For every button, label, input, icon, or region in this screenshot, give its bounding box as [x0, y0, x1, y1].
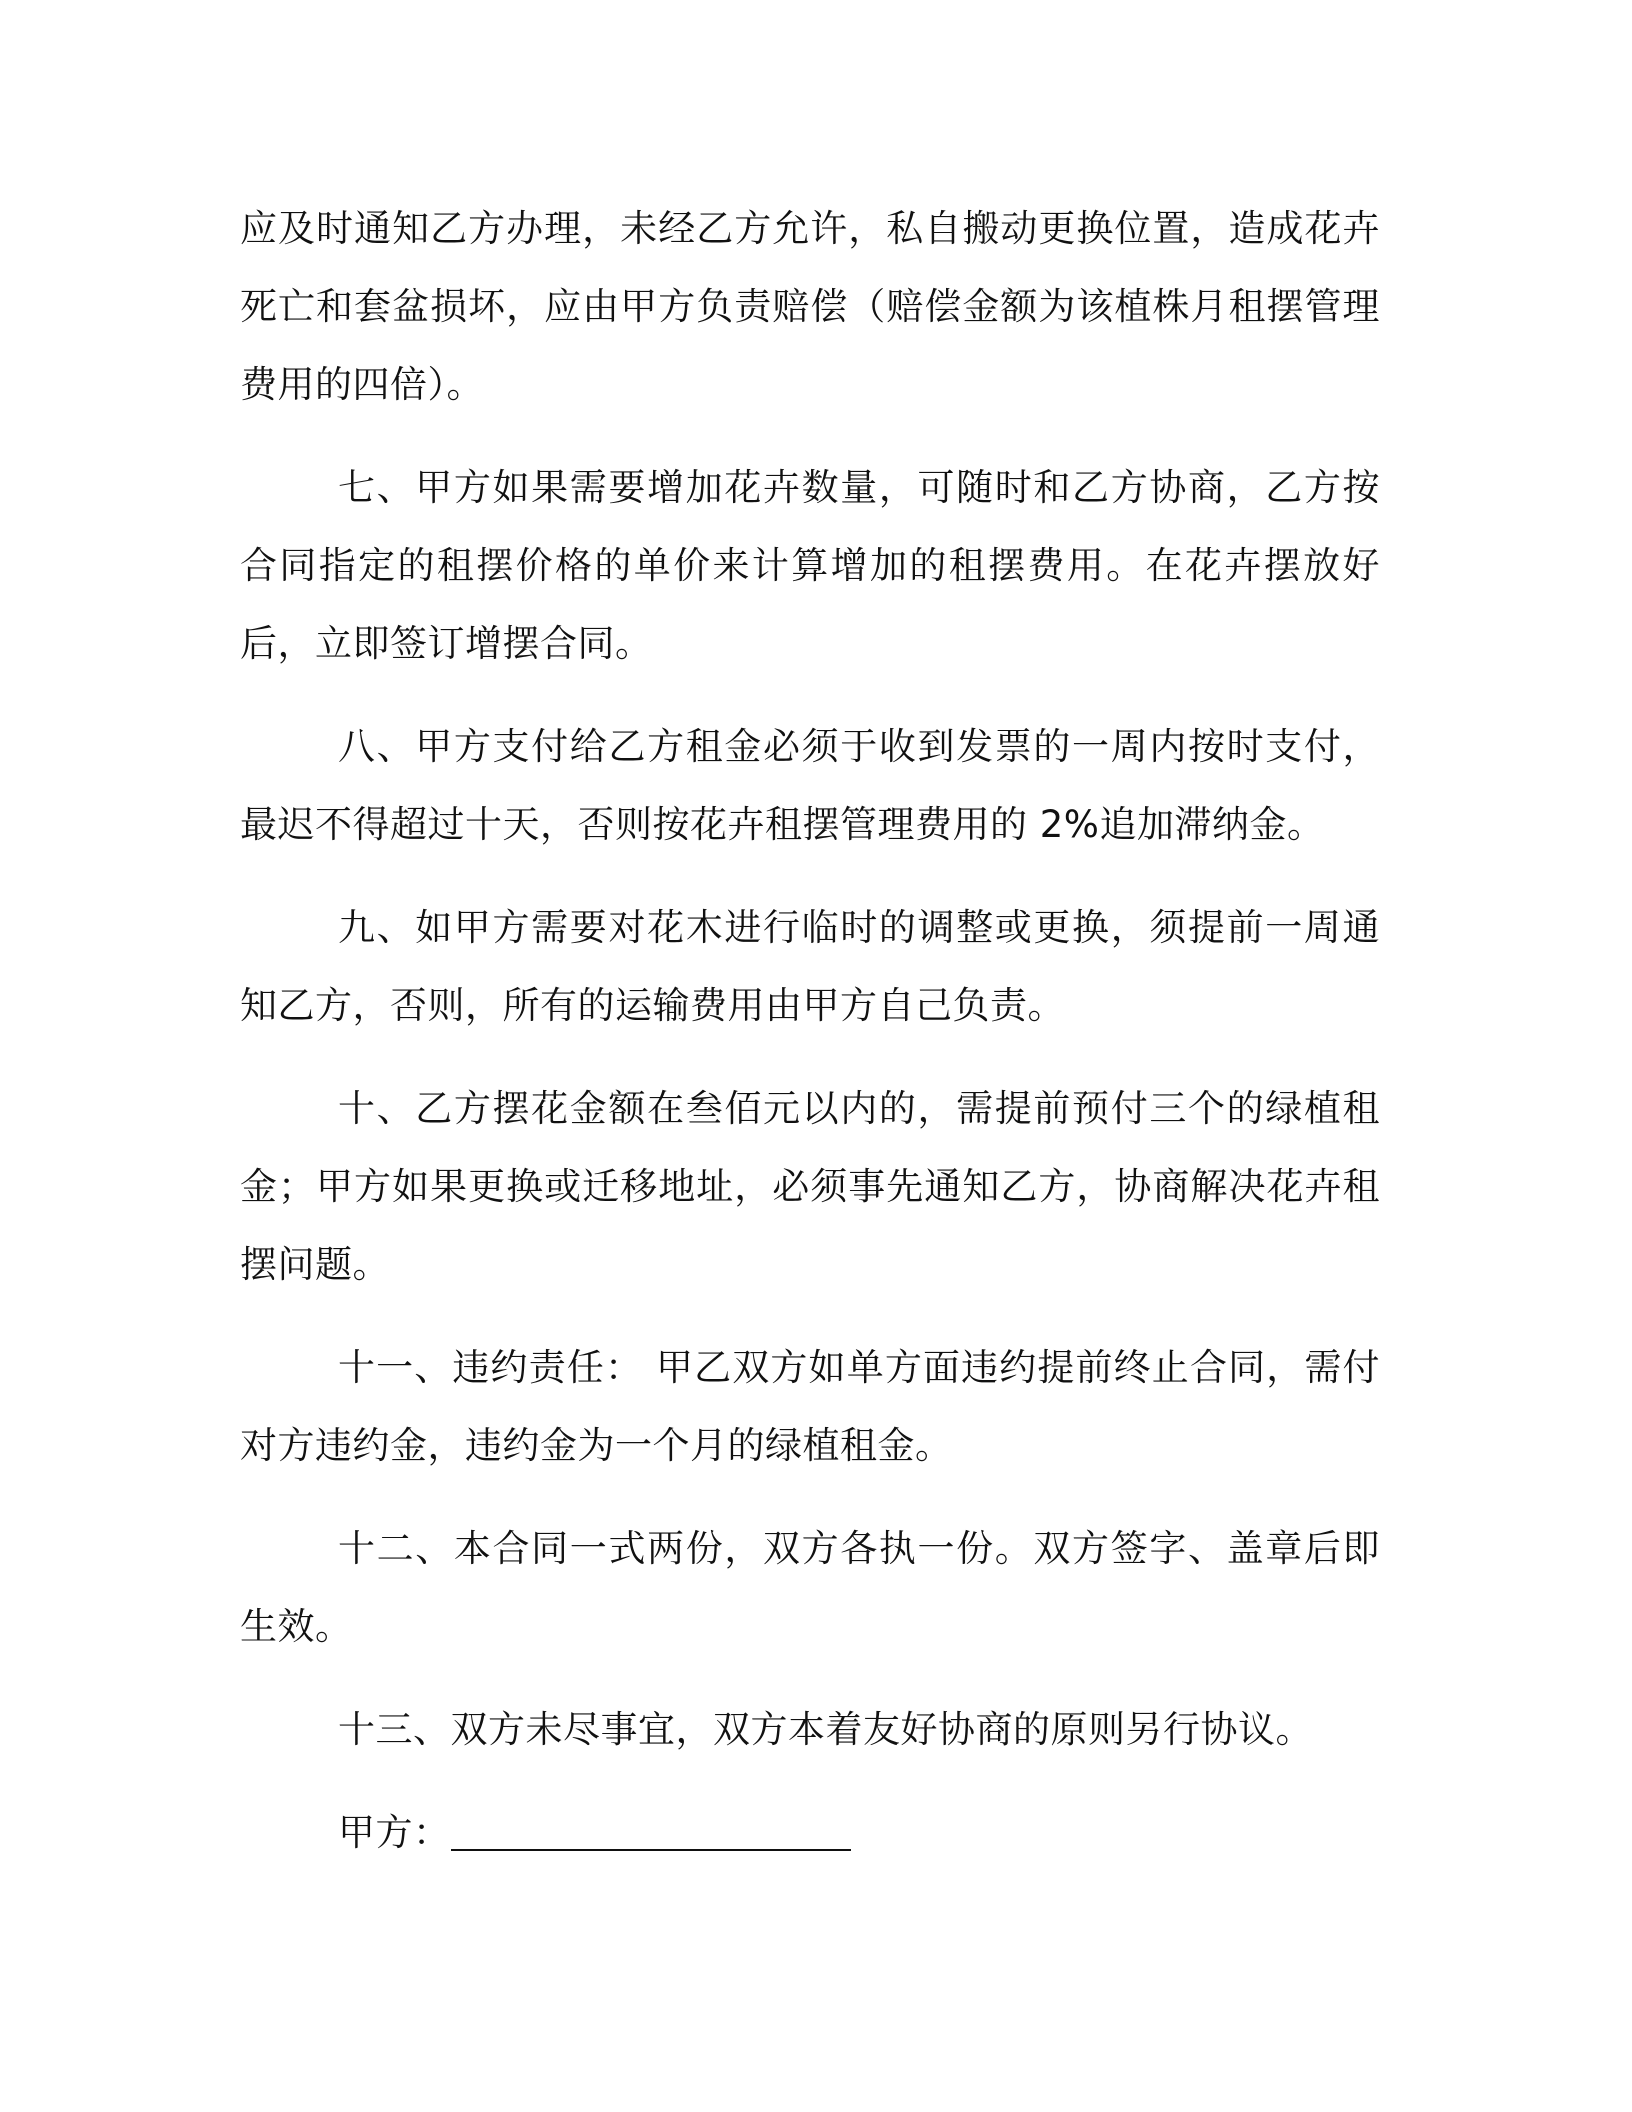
- clause-12: 十二、本合同一式两份，双方各执一份。双方签字、盖章后即生效。: [240, 1527, 1380, 1648]
- clause-10: 十、乙方摆花金额在叁佰元以内的，需提前预付三个的绿植租金；甲方如果更换或迁移地址，必须事先通知乙方，协商解决花卉租摆问题。: [240, 1087, 1380, 1286]
- clause-13: 十三、双方未尽事宜，双方本着友好协商的原则另行协议。: [338, 1708, 1313, 1751]
- paragraph-continuation: 应及时通知乙方办理，未经乙方允许，私自搬动更换位置，造成花卉死亡和套盆损坏，应由甲方负责赔偿（赔偿金额为该植株月租摆管理费用的四倍）。: [240, 207, 1380, 406]
- clause-8: 八、甲方支付给乙方租金必须于收到发票的一周内按时支付，最迟不得超过十天，否则按花卉租摆管理费用的 2%追加滞纳金。: [240, 725, 1380, 846]
- signature-blank-line: [451, 1805, 851, 1851]
- clause-9: 九、如甲方需要对花木进行临时的调整或更换，须提前一周通知乙方，否则，所有的运输费用由甲方自己负责。: [240, 906, 1380, 1027]
- clause-11: 十一、违约责任： 甲乙双方如单方面违约提前终止合同，需付对方违约金，违约金为一个月的绿植租金。: [240, 1346, 1380, 1467]
- signature-label: 甲方：: [338, 1811, 451, 1854]
- signature-party-a: [240, 1794, 1380, 1872]
- contract-page: [240, 190, 1380, 1872]
- clause-7: 七、甲方如果需要增加花卉数量，可随时和乙方协商，乙方按合同指定的租摆价格的单价来计算增加的租摆费用。在花卉摆放好后，立即签订增摆合同。: [240, 466, 1380, 665]
